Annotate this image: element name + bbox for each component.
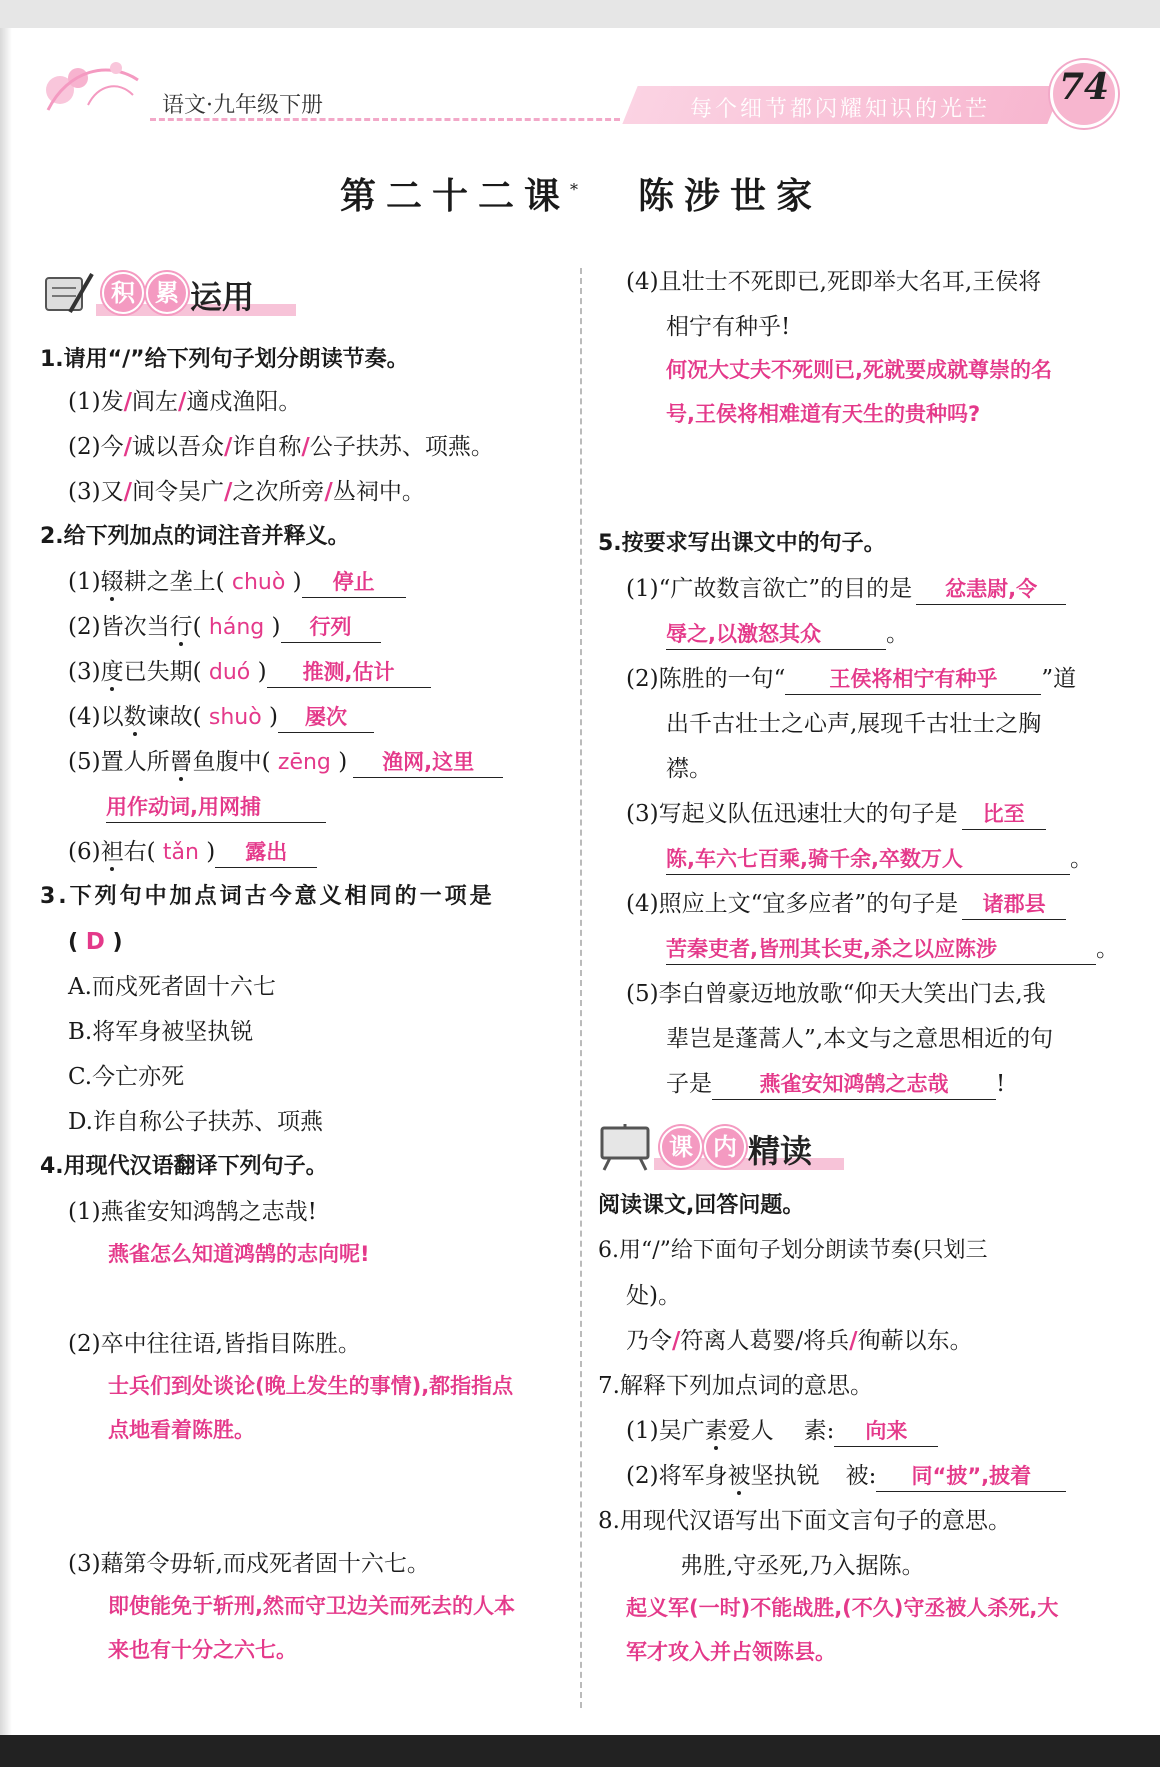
column-divider (580, 268, 582, 1708)
q4-answer-3-line-2: 来也有十分之六七。 (108, 1638, 297, 1662)
q5-item-2-line-2: 出千古壮士之心声,展现千古壮士之胸 (666, 711, 1042, 737)
q5-item-4-cont: 苦秦吏者,皆刑其长吏,杀之以应陈涉 。 (666, 933, 1119, 965)
q7-item-2: (2)将军身被坚执锐 被: 同“披”,披着 (626, 1460, 1066, 1492)
q3-option-b: B.将军身被坚执锐 (68, 1019, 254, 1045)
q7-item-1: (1)吴广素爱人 素: 向来 (626, 1415, 938, 1447)
q8-answer-line-2: 军才攻入并占领陈县。 (626, 1640, 836, 1664)
q5-stem: 5.按要求写出课文中的句子。 (598, 531, 886, 556)
q5-item-4: (4)照应上文“宜多应者”的句子是 诸郡县 (626, 888, 1066, 920)
q4-item-4-cont: 相宁有种乎! (666, 314, 791, 340)
lesson-mark: * (570, 180, 579, 199)
q5-item-5: (5)李白曾豪迈地放歌“仰天大笑出门去,我 (626, 981, 1046, 1007)
header-dashed-line (150, 118, 620, 121)
q7-stem: 7.解释下列加点词的意思。 (598, 1373, 873, 1399)
q1-item-2: (2)今/诚以吾众/诈自称/公子扶苏、项燕。 (68, 433, 494, 460)
q6-sentence: 乃令/符离人葛婴/将兵/徇蕲以东。 (626, 1327, 973, 1354)
q5-item-1-cont: 辱之,以激怒其众 。 (666, 618, 909, 650)
q6-stem: 6.用“/”给下面句子划分朗读节奏(只划三 (598, 1238, 988, 1263)
q2-item-3: (3)度已失期( duó ) 推测,估计 (68, 656, 431, 689)
blackboard-easel-icon (598, 1122, 654, 1172)
q3-option-a: A.而戍死者固十六七 (68, 974, 276, 1000)
reading-intro: 阅读课文,回答问题。 (598, 1193, 805, 1218)
q4-answer-3-line-1: 即使能免于斩刑,然而守卫边关而死去的人本 (108, 1594, 515, 1618)
q1-item-1: (1)发/闾左/適戍渔阳。 (68, 388, 302, 415)
q5-item-2: (2)陈胜的一句“ 王侯将相宁有种乎 ”道 (626, 663, 1076, 695)
q5-item-3-cont: 陈,车六七百乘,骑千余,卒数万人 。 (666, 843, 1093, 875)
q2-item-6: (6)袒右( tǎn ) 露出 (68, 836, 317, 869)
q8-stem: 8.用现代汉语写出下面文言句子的意思。 (598, 1508, 1011, 1534)
q4-answer-1: 燕雀怎么知道鸿鹄的志向呢! (108, 1242, 370, 1266)
q5-item-3: (3)写起义队伍迅速壮大的句子是 比至 (626, 798, 1046, 830)
q4-item-1: (1)燕雀安知鸿鹄之志哉! (68, 1199, 317, 1225)
q4-item-4: (4)且壮士不死即已,死即举大名耳,王侯将 (626, 269, 1042, 295)
section-heading-jilei (40, 268, 300, 318)
lesson-name: 陈涉世家 (638, 175, 823, 217)
page-left-shadow (0, 28, 12, 1735)
q2-item-4: (4)以数谏故( shuò ) 屡次 (68, 701, 374, 734)
header-slogan: 每个细节都闪耀知识的光芒 (690, 97, 991, 122)
section-heading-kenei (598, 1122, 858, 1172)
q4-answer-2-line-1: 士兵们到处谈论(晚上发生的事情),都指指点 (108, 1374, 514, 1398)
section-word: 精读 (748, 1132, 813, 1170)
q5-item-1: (1)“广故数言欲亡”的目的是 忿恚尉,令 (626, 573, 1066, 605)
book-title: 语文·九年级下册 (162, 93, 323, 118)
q8-answer-line-1: 起义军(一时)不能战胜,(不久)守丞被人杀死,大 (626, 1596, 1059, 1620)
section-char-2: 内 (704, 1126, 746, 1168)
section-char-1: 课 (660, 1126, 702, 1168)
q4-stem: 4.用现代汉语翻译下列句子。 (40, 1154, 328, 1179)
lesson-number: 第二十二课 (340, 175, 571, 217)
q1-stem: 1.请用“/”给下列句子划分朗读节奏。 (40, 347, 409, 372)
q4-answer-4-line-1: 何况大丈夫不死则已,死就要成就尊崇的名 (666, 358, 1052, 382)
q2-stem: 2.给下列加点的词注音并释义。 (40, 524, 350, 549)
pen-notebook-icon (40, 268, 96, 318)
q6-stem-cont: 处)。 (626, 1283, 681, 1309)
q3-option-d: D.诈自称公子扶苏、项燕 (68, 1109, 323, 1135)
q5-item-5-line-2: 辈岂是蓬蒿人”,本文与之意思相近的句 (666, 1026, 1054, 1052)
q2-item-5: (5)置人所罾鱼腹中( zēng ) 渔网,这里 (68, 746, 503, 779)
section-char-1: 积 (102, 272, 144, 314)
q5-item-2-line-3: 襟。 (666, 756, 712, 782)
q3-answer-line: ( D ) (68, 929, 123, 955)
q5-item-5-line-3: 子是 燕雀安知鸿鹄之志哉 ! (666, 1068, 1005, 1100)
page-bottom-edge (0, 1735, 1160, 1767)
lesson-title (340, 168, 822, 219)
q1-item-3: (3)又/间令吴广/之次所旁/丛祠中。 (68, 478, 425, 505)
q4-answer-4-line-2: 号,王侯将相难道有天生的贵种吗? (666, 402, 981, 426)
page-top-edge (0, 0, 1160, 28)
q4-answer-2-line-2: 点地看着陈胜。 (108, 1418, 255, 1442)
q3-answer: D (85, 929, 105, 955)
q4-item-3: (3)藉第令毋斩,而戍死者固十六七。 (68, 1551, 430, 1577)
page-number: 74 (1058, 66, 1110, 108)
section-word: 运用 (190, 278, 255, 316)
q2-item-2: (2)皆次当行( háng ) 行列 (68, 611, 381, 644)
q2-item-1: (1)辍耕之垄上( chuò ) 停止 (68, 566, 406, 599)
q3-stem: 3.下列句中加点词古今意义相同的一项是 (40, 884, 495, 909)
flower-ornament-icon (38, 50, 148, 120)
q4-item-2: (2)卒中往往语,皆指目陈胜。 (68, 1331, 361, 1357)
section-char-2: 累 (146, 272, 188, 314)
q2-item-5-cont: 用作动词,用网捕 (106, 791, 326, 823)
q3-option-c: C.今亡亦死 (68, 1064, 185, 1090)
q8-sentence: 弗胜,守丞死,乃入据陈。 (680, 1553, 925, 1579)
